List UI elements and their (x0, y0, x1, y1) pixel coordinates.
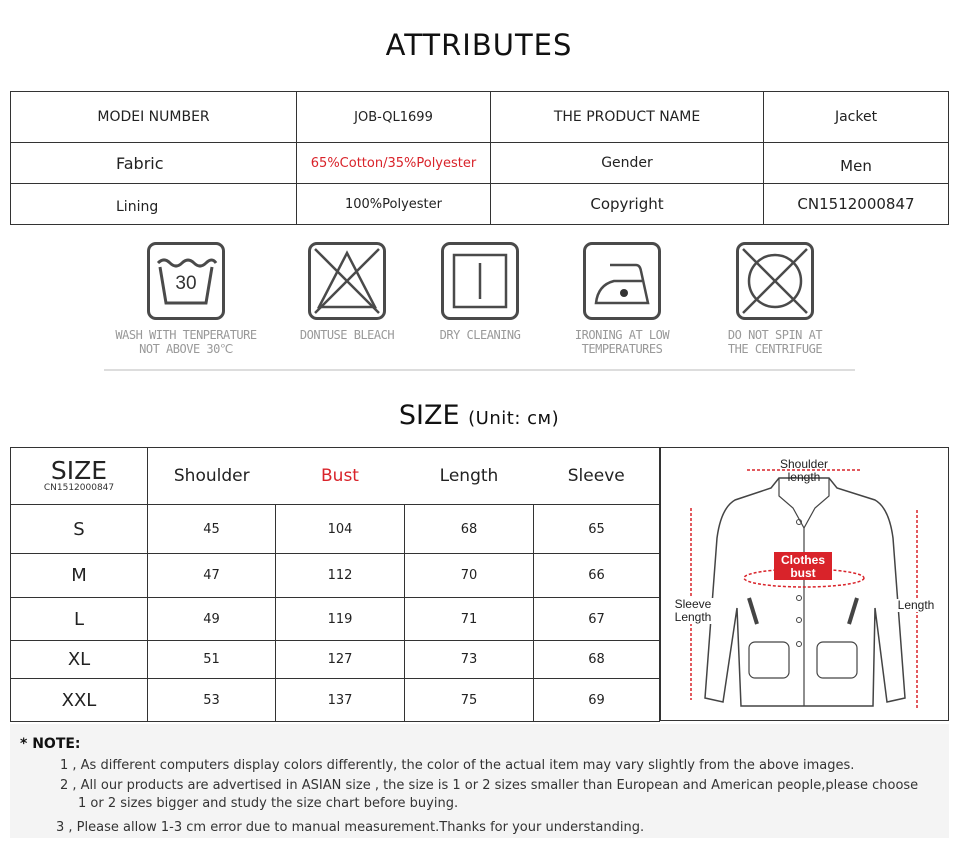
size-label: S (11, 505, 148, 554)
measurement-diagram (660, 447, 949, 721)
cell-bust: 112 (276, 554, 405, 598)
attr-value-model: JOB-QL1699 (297, 92, 491, 143)
length-label: Length (887, 599, 945, 612)
cell-shoulder: 47 (148, 554, 276, 598)
care-wash (106, 242, 266, 356)
care-label: TEMPERATURES (581, 342, 663, 356)
care-spin (695, 242, 855, 356)
size-label: M (11, 554, 148, 598)
attr-value-gender: Men (764, 143, 949, 184)
attr-label-fabric: Fabric (11, 143, 297, 184)
attributes-row (11, 92, 949, 143)
attr-label-lining: Lining (11, 184, 297, 225)
size-corner-small: CN1512000847 (43, 483, 115, 493)
sleeve-label-1: Sleeve (674, 597, 712, 611)
care-label: DO NOT SPIN AT (727, 328, 823, 342)
care-label: DRY CLEANING (439, 328, 521, 342)
attr-value-fabric: 65%Cotton/35%Polyester (297, 143, 491, 184)
size-title (0, 400, 958, 431)
notes-heading: * NOTE: (20, 736, 81, 752)
care-dry-clean (400, 242, 560, 342)
cell-shoulder: 51 (148, 641, 276, 679)
care-label: IRONING AT LOW (574, 328, 670, 342)
table-row (11, 641, 660, 679)
bust-label-1: Clothes (780, 553, 825, 567)
size-unit: (Unit: см) (468, 408, 560, 429)
no-spin-icon (736, 242, 814, 320)
cell-shoulder: 45 (148, 505, 276, 554)
attr-value-copyright: CN1512000847 (764, 184, 949, 225)
cell-length: 71 (405, 598, 534, 641)
size-label: XL (11, 641, 148, 679)
note-2b: 1 or 2 sizes bigger and study the size chart before buying. (78, 796, 459, 811)
size-corner-big: SIZE (50, 456, 108, 485)
attributes-row (11, 143, 949, 184)
care-iron (542, 242, 702, 356)
attr-value-lining: 100%Polyester (297, 184, 491, 225)
header-shoulder: Shoulder (148, 448, 276, 505)
table-row (11, 554, 660, 598)
cell-sleeve: 65 (534, 505, 660, 554)
care-label: THE CENTRIFUGE (727, 342, 823, 356)
care-label: WASH WITH TENPERATURE (115, 328, 257, 342)
note-1: 1 , As different computers display colors differently, the color of the actual item may vary slightly from the above images. (60, 758, 855, 773)
header-sleeve: Sleeve (534, 448, 660, 505)
no-bleach-icon (308, 242, 386, 320)
table-row (11, 598, 660, 641)
attributes-row (11, 184, 949, 225)
cell-sleeve: 69 (534, 679, 660, 722)
table-row (11, 505, 660, 554)
note-2a: 2 , All our products are advertised in ASIAN size , the size is 1 or 2 sizes smaller than European and American people,please choose (60, 778, 919, 793)
notes-section (10, 724, 949, 838)
cell-shoulder: 53 (148, 679, 276, 722)
shoulder-label (769, 458, 839, 484)
attr-label-model: MODEI NUMBER (11, 92, 297, 143)
cell-length: 73 (405, 641, 534, 679)
attributes-table (10, 91, 949, 225)
bust-label-2: bust (790, 566, 816, 580)
shoulder-label-2: length (787, 470, 821, 484)
sleeve-label-2: Length (674, 610, 712, 624)
divider (104, 369, 855, 371)
care-label: DONTUSE BLEACH (299, 328, 395, 342)
size-label: L (11, 598, 148, 641)
cell-sleeve: 66 (534, 554, 660, 598)
table-row (11, 679, 660, 722)
care-label: NOT ABOVE 30℃ (139, 342, 233, 356)
header-length: Length (405, 448, 534, 505)
cell-sleeve: 67 (534, 598, 660, 641)
cell-bust: 104 (276, 505, 405, 554)
attr-label-gender: Gender (491, 143, 764, 184)
cell-length: 75 (405, 679, 534, 722)
cell-shoulder: 49 (148, 598, 276, 641)
wash-30-icon (147, 242, 225, 320)
jacket-illustration (661, 448, 948, 720)
header-bust: Bust (276, 448, 405, 505)
size-corner (11, 448, 148, 505)
attr-label-product-name: THE PRODUCT NAME (491, 92, 764, 143)
wash-temp-number: 30 (175, 273, 197, 294)
cell-sleeve: 68 (534, 641, 660, 679)
shoulder-label-1: Shoulder (779, 457, 829, 471)
cell-bust: 119 (276, 598, 405, 641)
cell-length: 68 (405, 505, 534, 554)
dry-clean-icon (441, 242, 519, 320)
attr-label-copyright: Copyright (491, 184, 764, 225)
size-title-text: SIZE (398, 400, 460, 431)
sleeve-label (665, 598, 721, 624)
bust-label (774, 554, 832, 580)
cell-bust: 137 (276, 679, 405, 722)
note-3: 3 , Please allow 1-3 cm error due to manual measurement.Thanks for your understanding. (56, 820, 645, 835)
cell-bust: 127 (276, 641, 405, 679)
size-table-header (11, 448, 660, 505)
attributes-title: ATTRIBUTES (385, 28, 573, 62)
size-label: XXL (11, 679, 148, 722)
attr-value-product-name: Jacket (764, 92, 949, 143)
cell-length: 70 (405, 554, 534, 598)
size-table (10, 447, 660, 722)
iron-low-icon (583, 242, 661, 320)
